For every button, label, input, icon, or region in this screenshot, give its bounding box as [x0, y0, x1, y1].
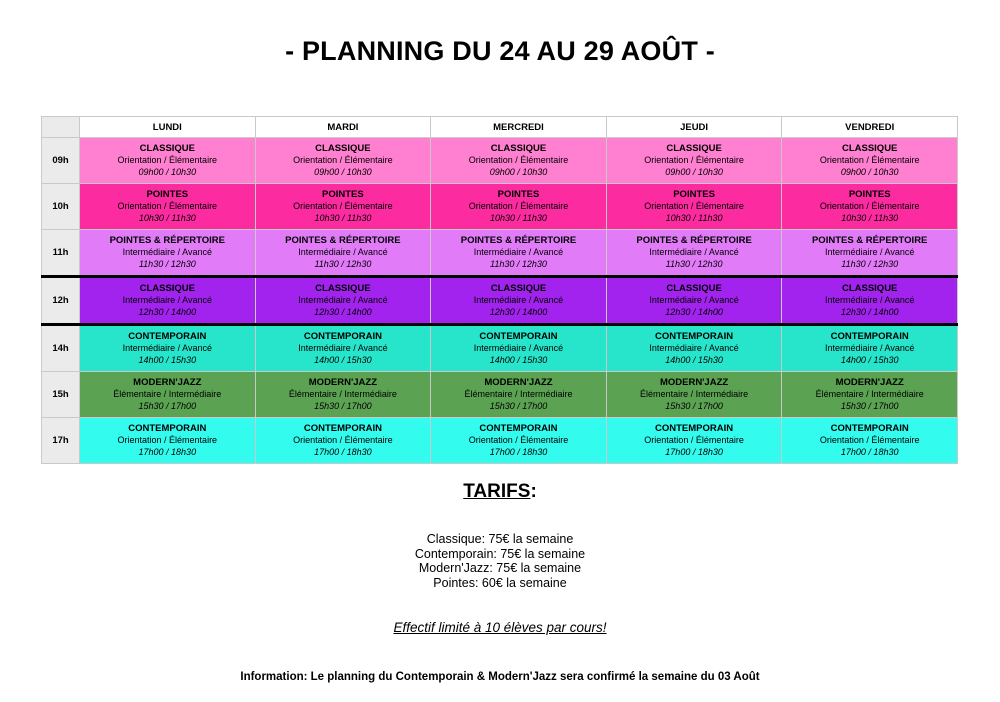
- class-level: Intermédiaire / Avancé: [473, 343, 564, 353]
- hour-label: 15h: [42, 372, 80, 418]
- class-cell: [782, 372, 958, 418]
- class-level: Orientation / Élémentaire: [117, 435, 218, 445]
- class-name: POINTES: [497, 189, 540, 200]
- class-name: MODERN'JAZZ: [308, 377, 377, 388]
- class-time: 11h30 / 12h30: [138, 259, 196, 269]
- class-name: MODERN'JAZZ: [835, 377, 904, 388]
- class-cell: [606, 184, 782, 230]
- class-cell: [431, 372, 607, 418]
- schedule-row: [42, 138, 958, 184]
- class-name: CONTEMPORAIN: [128, 423, 207, 434]
- class-time: 10h30 / 11h30: [490, 213, 547, 223]
- class-cell: [782, 418, 958, 464]
- class-name: MODERN'JAZZ: [133, 377, 202, 388]
- class-level: Intermédiaire / Avancé: [298, 247, 388, 257]
- class-level: Intermédiaire / Avancé: [473, 295, 564, 305]
- class-time: 11h30 / 12h30: [314, 259, 372, 269]
- tarif-item-modern-jazz: Modern'Jazz: 75€ la semaine: [418, 561, 582, 575]
- class-cell: [80, 230, 256, 277]
- class-name: CLASSIQUE: [666, 283, 722, 294]
- class-time: 17h00 / 18h30: [840, 447, 899, 457]
- class-name: POINTES & RÉPERTOIRE: [636, 235, 752, 246]
- class-time: 10h30 / 11h30: [665, 213, 723, 223]
- class-name: CLASSIQUE: [315, 283, 371, 294]
- class-level: Intermédiaire / Avancé: [122, 343, 212, 353]
- class-level: Intermédiaire / Avancé: [298, 295, 388, 305]
- class-name: CONTEMPORAIN: [479, 331, 558, 342]
- class-cell: [80, 325, 256, 372]
- class-level: Orientation / Élémentaire: [819, 155, 920, 165]
- corner-cell: [42, 117, 80, 138]
- class-cell: [80, 372, 256, 418]
- class-cell: [782, 138, 958, 184]
- class-name: POINTES: [848, 189, 891, 200]
- class-level: Intermédiaire / Avancé: [824, 343, 915, 353]
- class-name: CLASSIQUE: [315, 143, 371, 154]
- class-name: CLASSIQUE: [139, 143, 196, 154]
- class-time: 10h30 / 11h30: [841, 213, 899, 223]
- class-name: CONTEMPORAIN: [830, 331, 909, 342]
- class-cell: [255, 184, 431, 230]
- class-cell: [80, 277, 256, 325]
- class-time: 10h30 / 11h30: [138, 213, 196, 223]
- class-level: Intermédiaire / Avancé: [473, 247, 564, 257]
- class-cell: [431, 277, 607, 325]
- class-cell: [255, 325, 431, 372]
- class-level: Orientation / Élémentaire: [468, 155, 569, 165]
- class-cell: [80, 184, 256, 230]
- class-name: POINTES & RÉPERTOIRE: [285, 235, 401, 246]
- class-level: Élémentaire / Intermédiaire: [464, 389, 573, 399]
- class-cell: [606, 325, 782, 372]
- class-name: CLASSIQUE: [490, 283, 547, 294]
- class-name: CONTEMPORAIN: [303, 331, 382, 342]
- day-header-lundi: LUNDI: [80, 117, 256, 138]
- class-cell: [80, 418, 256, 464]
- class-cell: [80, 138, 256, 184]
- class-name: POINTES: [322, 189, 364, 200]
- class-level: Élémentaire / Intermédiaire: [815, 389, 924, 399]
- class-size-limit-note: Effectif limité à 10 élèves par cours!: [393, 620, 607, 635]
- class-level: Orientation / Élémentaire: [468, 435, 569, 445]
- class-time: 15h30 / 17h00: [314, 401, 372, 411]
- class-cell: [782, 325, 958, 372]
- class-level: Orientation / Élémentaire: [293, 435, 393, 445]
- class-time: 09h00 / 10h30: [489, 167, 548, 177]
- class-level: Intermédiaire / Avancé: [298, 343, 388, 353]
- class-level: Élémentaire / Intermédiaire: [640, 389, 749, 399]
- class-cell: [431, 184, 607, 230]
- class-cell: [606, 230, 782, 277]
- class-level: Orientation / Élémentaire: [644, 201, 744, 211]
- class-time: 17h00 / 18h30: [314, 447, 372, 457]
- class-time: 11h30 / 12h30: [841, 259, 899, 269]
- hour-label: 09h: [42, 138, 80, 184]
- tarifs-heading: [0, 481, 1000, 503]
- class-name: POINTES: [673, 189, 715, 200]
- class-cell: [255, 230, 431, 277]
- class-time: 14h00 / 15h30: [665, 355, 723, 365]
- schedule-row: [42, 277, 958, 325]
- class-level: Intermédiaire / Avancé: [824, 247, 915, 257]
- class-name: CONTEMPORAIN: [128, 331, 207, 342]
- class-time: 09h00 / 10h30: [314, 167, 372, 177]
- hour-label: 12h: [42, 277, 80, 325]
- class-time: 17h00 / 18h30: [489, 447, 548, 457]
- class-time: 14h00 / 15h30: [489, 355, 548, 365]
- class-name: POINTES & RÉPERTOIRE: [811, 235, 928, 246]
- class-level: Intermédiaire / Avancé: [122, 247, 212, 257]
- hour-label: 11h: [42, 230, 80, 277]
- class-cell: [606, 138, 782, 184]
- class-level: Élémentaire / Intermédiaire: [288, 389, 397, 399]
- class-time: 14h00 / 15h30: [314, 355, 372, 365]
- day-header-row: [42, 117, 958, 138]
- class-level: Orientation / Élémentaire: [644, 155, 744, 165]
- class-name: CLASSIQUE: [841, 143, 898, 154]
- hour-label: 10h: [42, 184, 80, 230]
- class-level: Intermédiaire / Avancé: [649, 247, 739, 257]
- class-cell: [782, 230, 958, 277]
- tarifs-list: [0, 532, 1000, 590]
- class-level: Orientation / Élémentaire: [117, 201, 218, 211]
- class-name: CLASSIQUE: [666, 143, 722, 154]
- class-level: Orientation / Élémentaire: [117, 155, 218, 165]
- class-level: Orientation / Élémentaire: [819, 435, 920, 445]
- class-cell: [431, 230, 607, 277]
- class-time: 12h30 / 14h00: [138, 307, 197, 317]
- class-time: 12h30 / 14h00: [665, 307, 723, 317]
- class-time: 09h00 / 10h30: [665, 167, 723, 177]
- class-level: Élémentaire / Intermédiaire: [113, 389, 222, 399]
- class-level: Orientation / Élémentaire: [468, 201, 569, 211]
- class-time: 17h00 / 18h30: [138, 447, 197, 457]
- schedule-row: [42, 230, 958, 277]
- class-level: Orientation / Élémentaire: [293, 155, 393, 165]
- class-time: 12h30 / 14h00: [314, 307, 372, 317]
- class-time: 11h30 / 12h30: [665, 259, 723, 269]
- class-time: 09h00 / 10h30: [840, 167, 899, 177]
- class-level: Intermédiaire / Avancé: [122, 295, 212, 305]
- class-name: CONTEMPORAIN: [655, 423, 734, 434]
- class-name: MODERN'JAZZ: [484, 377, 553, 388]
- day-header-mercredi: MERCREDI: [431, 117, 607, 138]
- class-time: 12h30 / 14h00: [840, 307, 899, 317]
- page-title: - PLANNING DU 24 AU 29 AOÛT -: [285, 36, 715, 66]
- class-time: 15h30 / 17h00: [840, 401, 899, 411]
- class-cell: [606, 418, 782, 464]
- day-header-vendredi: VENDREDI: [782, 117, 958, 138]
- class-cell: [606, 372, 782, 418]
- class-cell: [255, 418, 431, 464]
- class-time: 15h30 / 17h00: [138, 401, 197, 411]
- schedule-table: [41, 116, 958, 464]
- class-cell: [255, 138, 431, 184]
- day-header-jeudi: JEUDI: [606, 117, 782, 138]
- class-name: CONTEMPORAIN: [655, 331, 734, 342]
- class-level: Orientation / Élémentaire: [819, 201, 920, 211]
- class-level: Intermédiaire / Avancé: [649, 343, 739, 353]
- class-time: 11h30 / 12h30: [490, 259, 547, 269]
- schedule-row: [42, 418, 958, 464]
- hour-label: 14h: [42, 325, 80, 372]
- class-level: Intermédiaire / Avancé: [824, 295, 915, 305]
- class-level: Orientation / Élémentaire: [644, 435, 744, 445]
- class-name: POINTES: [146, 189, 189, 200]
- tarifs-colon: :: [530, 481, 537, 502]
- class-time: 15h30 / 17h00: [489, 401, 548, 411]
- information-note: Information: Le planning du Contemporain & Modern'Jazz sera confirmé la semaine du 03 Août: [240, 671, 760, 683]
- class-name: POINTES & RÉPERTOIRE: [460, 235, 577, 246]
- class-cell: [431, 138, 607, 184]
- class-cell: [431, 325, 607, 372]
- class-time: 15h30 / 17h00: [665, 401, 723, 411]
- class-cell: [255, 277, 431, 325]
- tarif-item-pointes: Pointes: 60€ la semaine: [433, 575, 567, 590]
- class-name: MODERN'JAZZ: [659, 377, 729, 388]
- tarifs-title: TARIFS: [463, 481, 531, 502]
- class-name: CLASSIQUE: [490, 143, 547, 154]
- tarif-item-classique: Classique: 75€ la semaine: [426, 532, 574, 546]
- class-name: POINTES & RÉPERTOIRE: [109, 235, 226, 246]
- class-name: CONTEMPORAIN: [303, 423, 382, 434]
- class-cell: [606, 277, 782, 325]
- schedule-row: [42, 184, 958, 230]
- class-cell: [782, 184, 958, 230]
- class-time: 09h00 / 10h30: [138, 167, 197, 177]
- tarif-item-contemporain: Contemporain: 75€ la semaine: [414, 546, 586, 561]
- class-name: CLASSIQUE: [139, 283, 196, 294]
- class-level: Orientation / Élémentaire: [293, 201, 393, 211]
- day-header-mardi: MARDI: [255, 117, 431, 138]
- class-cell: [431, 418, 607, 464]
- class-cell: [255, 372, 431, 418]
- class-level: Intermédiaire / Avancé: [649, 295, 739, 305]
- class-time: 17h00 / 18h30: [665, 447, 723, 457]
- schedule-row: [42, 372, 958, 418]
- class-time: 14h00 / 15h30: [840, 355, 899, 365]
- class-name: CLASSIQUE: [841, 283, 898, 294]
- hour-label: 17h: [42, 418, 80, 464]
- class-time: 10h30 / 11h30: [314, 213, 372, 223]
- schedule-row: [42, 325, 958, 372]
- class-time: 14h00 / 15h30: [138, 355, 197, 365]
- class-name: CONTEMPORAIN: [479, 423, 558, 434]
- class-time: 12h30 / 14h00: [489, 307, 548, 317]
- class-cell: [782, 277, 958, 325]
- class-name: CONTEMPORAIN: [830, 423, 909, 434]
